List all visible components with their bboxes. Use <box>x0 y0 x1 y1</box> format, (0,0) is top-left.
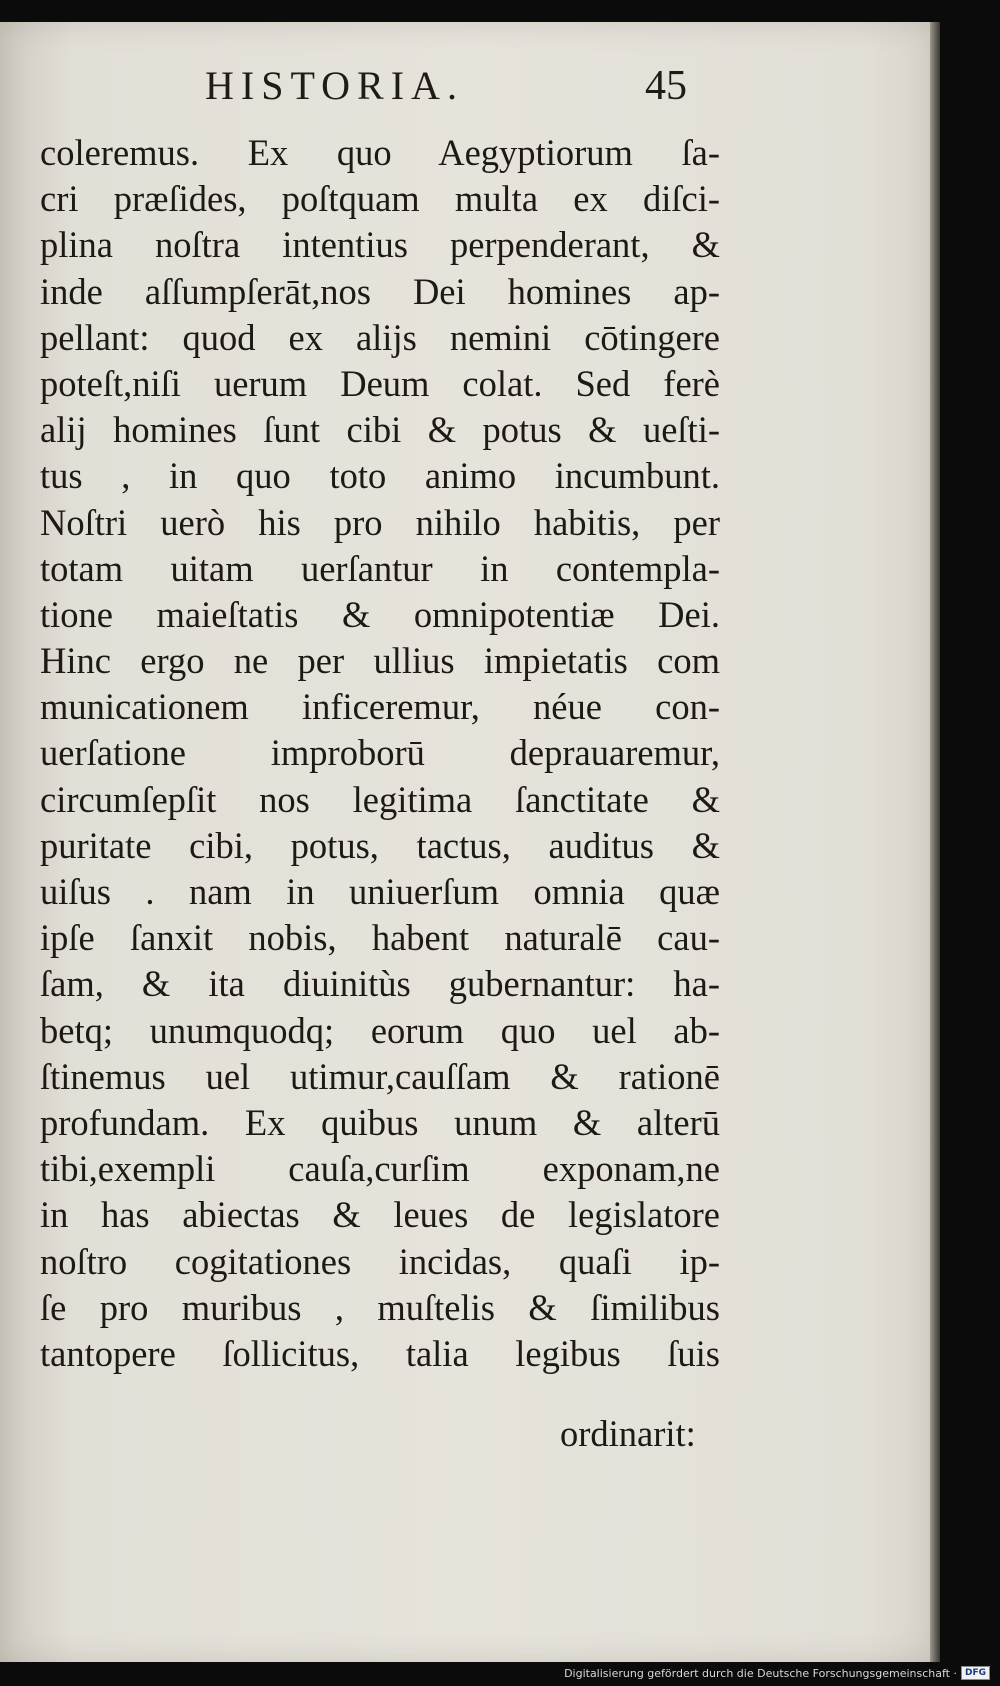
text-line: tantopere ſollicitus, talia legibus ſuis <box>40 1332 720 1374</box>
digitization-credit <box>564 1666 990 1680</box>
text-line: cri præſides, poſtquam multa ex diſci- <box>40 178 720 220</box>
text-line: coleremus. Ex quo Aegyptiorum ſa- <box>40 132 720 173</box>
page-edge-shadow <box>930 22 940 1662</box>
dfg-logo: DFG <box>961 1666 990 1680</box>
page-header <box>0 62 938 122</box>
page-number: 45 <box>645 63 687 109</box>
text-line: alij homines ſunt cibi & potus & ueſti- <box>40 409 720 451</box>
text-line: pellant: quod ex alijs nemini cōtingere <box>40 316 720 358</box>
text-line: inde aſſumpſerāt,nos Dei homines ap- <box>40 270 720 312</box>
text-line: tibi,exempli cauſa,curſim exponam,ne <box>40 1148 720 1190</box>
credit-text: Digitalisierung gefördert durch die Deutsche Forschungsgemeinschaft · <box>564 1666 957 1680</box>
text-line: uiſus . nam in uniuerſum omnia quæ <box>40 871 720 912</box>
text-line: Hinc ergo ne per ullius impietatis com <box>40 640 720 682</box>
text-line: ipſe ſanxit nobis, habent naturalē cau- <box>40 917 720 959</box>
text-line: totam uitam uerſantur in contempla- <box>40 547 720 589</box>
text-line: noſtro cogitationes incidas, quaſi ip- <box>40 1240 720 1282</box>
text-line: in has abiectas & leues de legislatore <box>40 1194 720 1236</box>
text-line: uerſatione improborū deprauaremur, <box>40 732 720 774</box>
running-title: HISTORIA. <box>205 63 464 108</box>
text-line: profundam. Ex quibus unum & alterū <box>40 1101 720 1143</box>
text-line: betq; unumquodq; eorum quo uel ab- <box>40 1009 720 1051</box>
text-line: tus , in quo toto animo incumbunt. <box>40 455 720 497</box>
text-line: tione maieſtatis & omnipotentiæ Dei. <box>40 593 720 635</box>
body-text <box>40 130 720 1377</box>
text-line: poteſt,niſi uerum Deum colat. Sed ferè <box>40 362 720 404</box>
text-line: ſam, & ita diuinitùs gubernantur: ha- <box>40 963 720 1005</box>
text-line: ſtinemus uel utimur,cauſſam & rationē <box>40 1055 720 1097</box>
text-line: ſe pro muribus , muſtelis & ſimilibus <box>40 1286 720 1328</box>
text-line: municationem inficeremur, néue con- <box>40 686 720 728</box>
text-line: plina noſtra intentius perpenderant, & <box>40 224 720 266</box>
catchword: ordinarit: <box>560 1413 696 1454</box>
text-line: circumſepſit nos legitima ſanctitate & <box>40 778 720 820</box>
text-line: Noſtri uerò his pro nihilo habitis, per <box>40 501 720 543</box>
text-line: puritate cibi, potus, tactus, auditus & <box>40 824 720 866</box>
